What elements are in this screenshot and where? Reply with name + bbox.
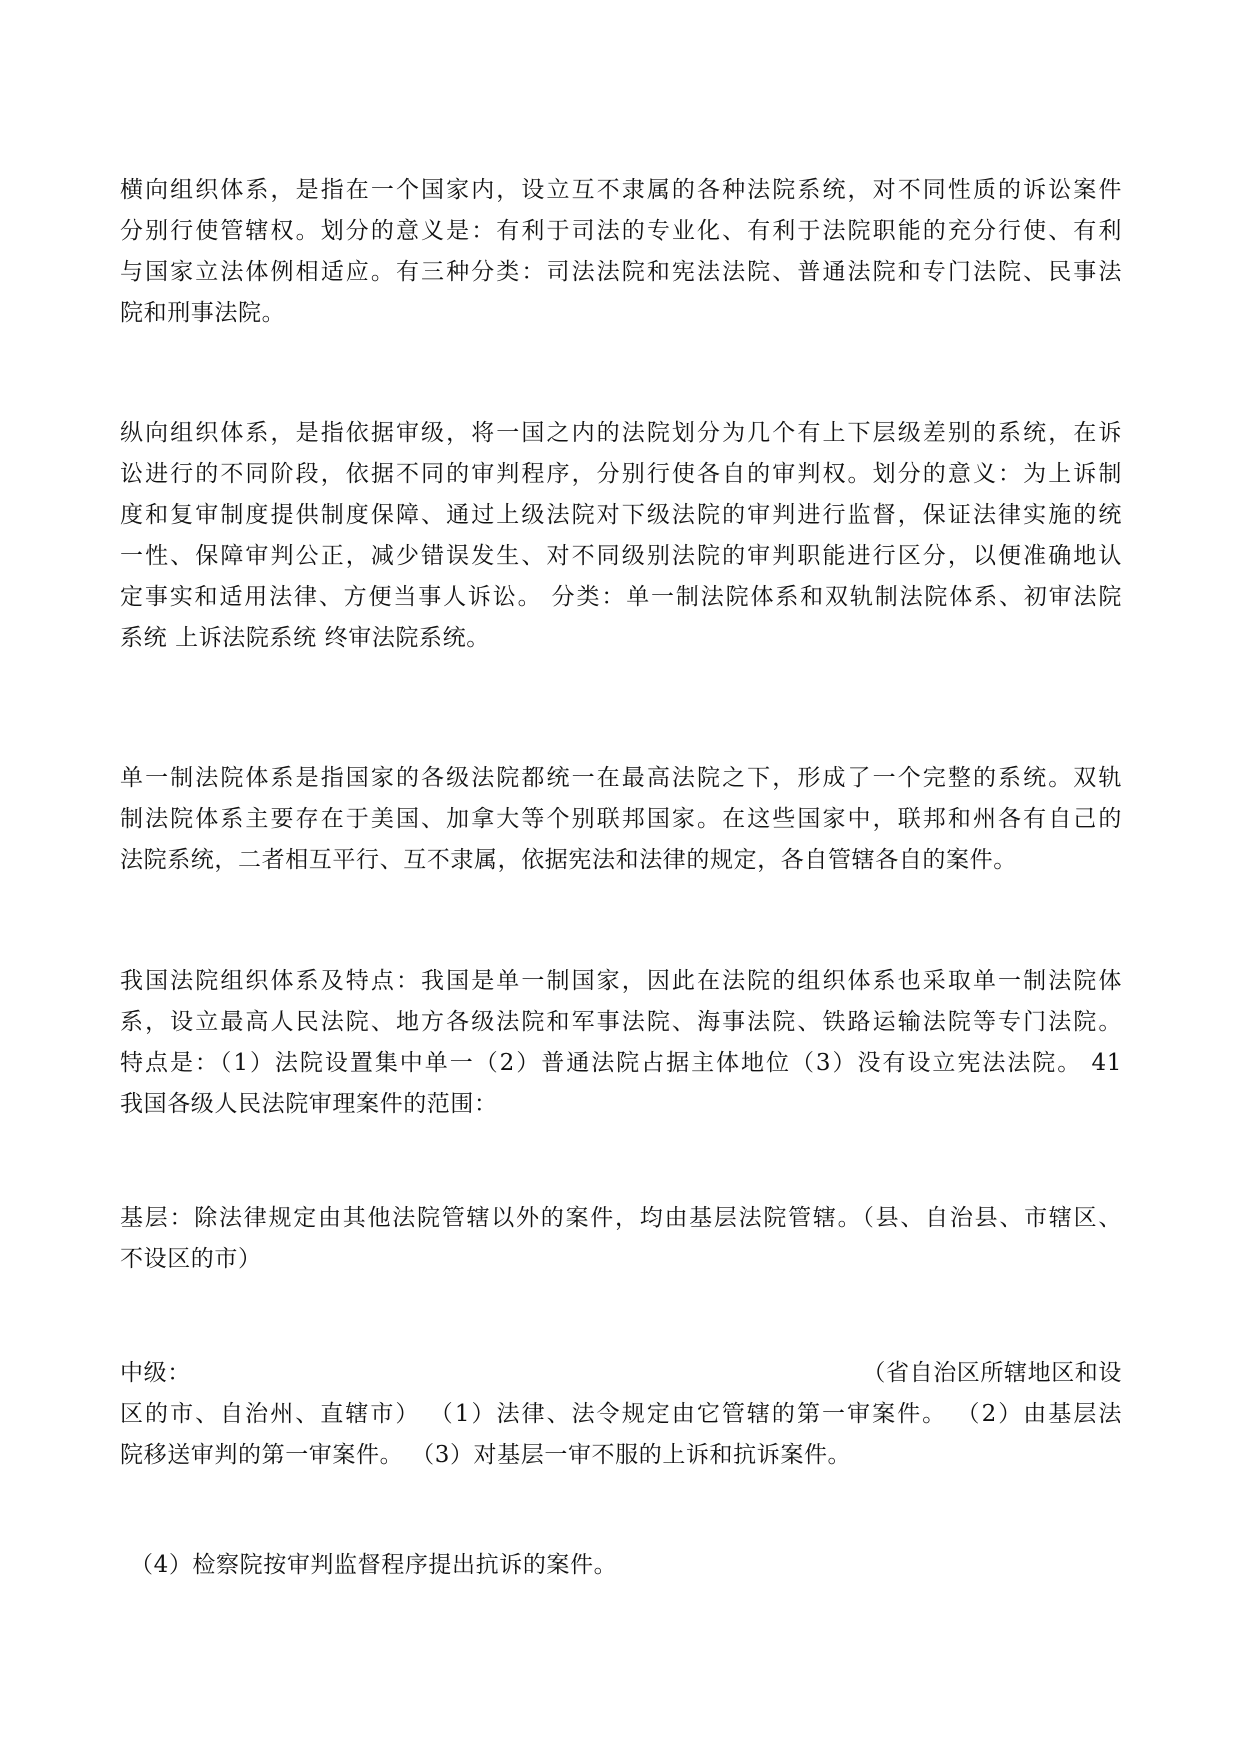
text-line: 系，设立最高人民法院、地方各级法院和军事法院、海事法院、铁路运输法院等专门法院。 xyxy=(120,1009,1122,1035)
text-line: 分别行使管辖权。划分的意义是：有利于司法的专业化、有利于法院职能的充分行使、有利 xyxy=(120,218,1122,244)
intermediate-label: 中级： xyxy=(120,1360,191,1386)
paragraph-horizontal-system xyxy=(120,170,1122,334)
text-line: 单一制法院体系是指国家的各级法院都统一在最高法院之下，形成了一个完整的系统。双轨 xyxy=(120,765,1122,791)
text-line: 院和刑事法院。 xyxy=(120,300,286,326)
paragraph-china-court-system xyxy=(120,961,1122,1125)
paragraph-unitary-dual-system xyxy=(120,758,1122,881)
text-line: 院移送审判的第一审案件。 （3）对基层一审不服的上诉和抗诉案件。 xyxy=(120,1442,852,1468)
text-line: 制法院体系主要存在于美国、加拿大等个别联邦国家。在这些国家中，联邦和州各有自己的 xyxy=(120,806,1122,832)
text-line: 基层：除法律规定由其他法院管辖以外的案件，均由基层法院管辖。（县、自治县、市辖区、 xyxy=(120,1205,1122,1231)
text-line: 纵向组织体系，是指依据审级，将一国之内的法院划分为几个有上下层级差别的系统，在诉 xyxy=(120,420,1122,446)
paragraph-basic-level-court xyxy=(120,1198,1122,1280)
text-line: 横向组织体系，是指在一个国家内，设立互不隶属的各种法院系统，对不同性质的诉讼案件 xyxy=(120,177,1122,203)
text-line: 区的市、自治州、直辖市） （1）法律、法令规定由它管辖的第一审案件。 （2）由基层法 xyxy=(120,1401,1122,1427)
text-line: 我国各级人民法院审理案件的范围： xyxy=(120,1091,498,1117)
paragraph-procuratorate-protest xyxy=(130,1545,1132,1586)
text-line: 度和复审制度提供制度保障、通过上级法院对下级法院的审判进行监督，保证法律实施的统 xyxy=(120,502,1122,528)
intermediate-heading-line xyxy=(120,1353,1122,1394)
text-line: 一性、保障审判公正，减少错误发生、对不同级别法院的审判职能进行区分，以便准确地认 xyxy=(120,543,1122,569)
text-line: 定事实和适用法律、方便当事人诉讼。 分类：单一制法院体系和双轨制法院体系、初审法院 xyxy=(120,584,1122,610)
intermediate-scope-start: （省自治区所辖地区和设 xyxy=(862,1360,1122,1386)
text-line: 讼进行的不同阶段，依据不同的审判程序，分别行使各自的审判权。划分的意义：为上诉制 xyxy=(120,461,1122,487)
text-line: 不设区的市） xyxy=(120,1246,262,1272)
text-line: 特点是：（1）法院设置集中单一（2）普通法院占据主体地位（3）没有设立宪法法院。 41 xyxy=(120,1050,1122,1076)
paragraph-intermediate-court xyxy=(120,1353,1122,1476)
text-line: 与国家立法体例相适应。有三种分类：司法法院和宪法法院、普通法院和专门法院、民事法 xyxy=(120,259,1122,285)
text-line: （4）检察院按审判监督程序提出抗诉的案件。 xyxy=(130,1552,618,1578)
text-line: 法院系统，二者相互平行、互不隶属，依据宪法和法律的规定，各自管辖各自的案件。 xyxy=(120,847,1017,873)
text-line: 我国法院组织体系及特点：我国是单一制国家，因此在法院的组织体系也采取单一制法院体 xyxy=(120,968,1122,994)
text-line: 系统 上诉法院系统 终审法院系统。 xyxy=(120,625,490,651)
paragraph-vertical-system xyxy=(120,413,1122,659)
